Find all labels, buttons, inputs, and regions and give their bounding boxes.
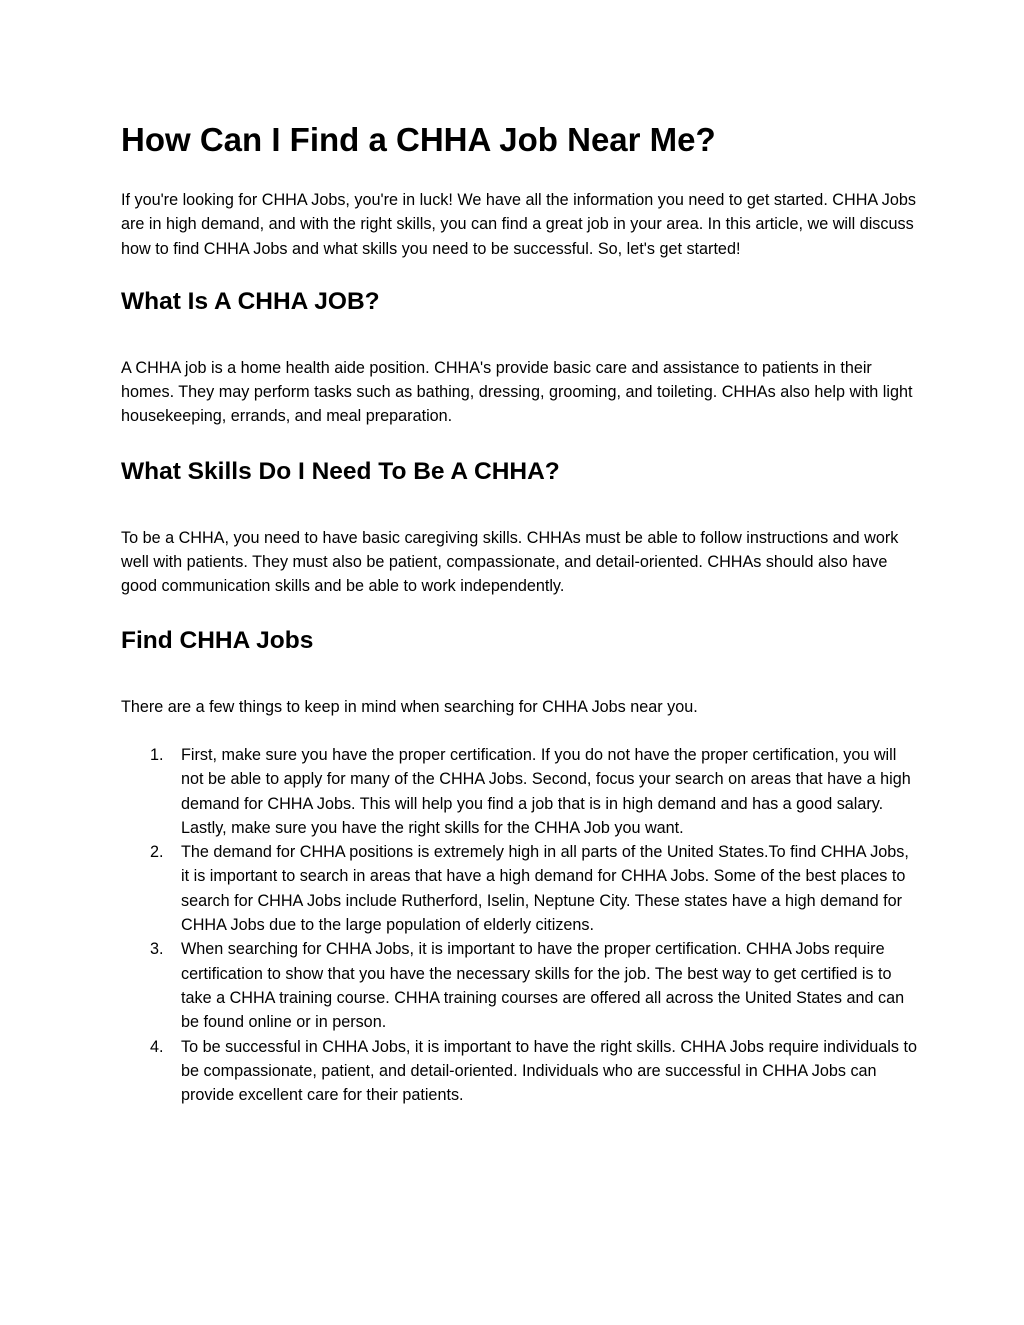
list-item xyxy=(121,937,921,1034)
document-page xyxy=(121,118,921,1107)
list-item xyxy=(121,840,921,937)
list-item-text: To be successful in CHHA Jobs, it is important to have the right skills. CHHA Jobs require individuals to be compassionate, patient, and detail-oriented. Individuals who are successful in CHHA Jobs can provide excellent care for their patients. xyxy=(181,1037,917,1105)
section-heading-what-is-chha-job: What Is A CHHA JOB? xyxy=(121,287,380,315)
section-paragraph-skills: To be a CHHA, you need to have basic caregiving skills. CHHAs must be able to follow instructions and work well with patients. They must also be patient, compassionate, and detail-oriented. CHHAs should also have good communication skills and be able to work independently. xyxy=(121,528,899,596)
list-item-number: 4. xyxy=(150,1037,164,1056)
list-item-number: 2. xyxy=(150,843,164,862)
page-title: How Can I Find a CHHA Job Near Me? xyxy=(121,121,716,158)
numbered-list xyxy=(121,743,921,1107)
list-item-number: 1. xyxy=(150,745,164,764)
section-paragraph-what-is-chha-job: A CHHA job is a home health aide position. CHHA's provide basic care and assistance to patients in their homes. They may perform tasks such as bathing, dressing, grooming, and toileting. CHHAs also help with light housekeeping, errands, and meal preparation. xyxy=(121,358,913,426)
section-paragraph-find-chha-jobs: There are a few things to keep in mind when searching for CHHA Jobs near you. xyxy=(121,697,698,716)
intro-paragraph: If you're looking for CHHA Jobs, you're in luck! We have all the information you need to get started. CHHA Jobs are in high demand, and with the right skills, you can find a great job in your area. In this article, we will discuss how to find CHHA Jobs and what skills you need to be successful. So, let's get started! xyxy=(121,191,916,258)
list-item-number: 3. xyxy=(150,940,164,959)
list-item xyxy=(121,743,921,840)
section-heading-find-chha-jobs: Find CHHA Jobs xyxy=(121,626,314,654)
list-item-text: First, make sure you have the proper certification. If you do not have the proper certification, you will not be able to apply for many of the CHHA Jobs. Second, focus your search on areas that have a high demand for CHHA Jobs. This will help you find a job that is in high demand and has a good salary. Lastly, make sure you have the right skills for the CHHA Job you want. xyxy=(181,745,911,837)
list-item-text: The demand for CHHA positions is extremely high in all parts of the United States.To find CHHA Jobs, it is important to search in areas that have a high demand for CHHA Jobs. Some of the best places to search for CHHA Jobs include Rutherford, Iselin, Neptune City. These states have a high demand for CHHA Jobs due to the large population of elderly citizens. xyxy=(181,843,909,935)
list-item-text: When searching for CHHA Jobs, it is important to have the proper certification. CHHA Jobs require certification to show that you have the necessary skills for the job. The best way to get certified is to take a CHHA training course. CHHA training courses are offered all across the United States and can be found online or in person. xyxy=(181,940,905,1032)
list-item xyxy=(121,1035,921,1108)
section-heading-skills: What Skills Do I Need To Be A CHHA? xyxy=(121,457,560,485)
